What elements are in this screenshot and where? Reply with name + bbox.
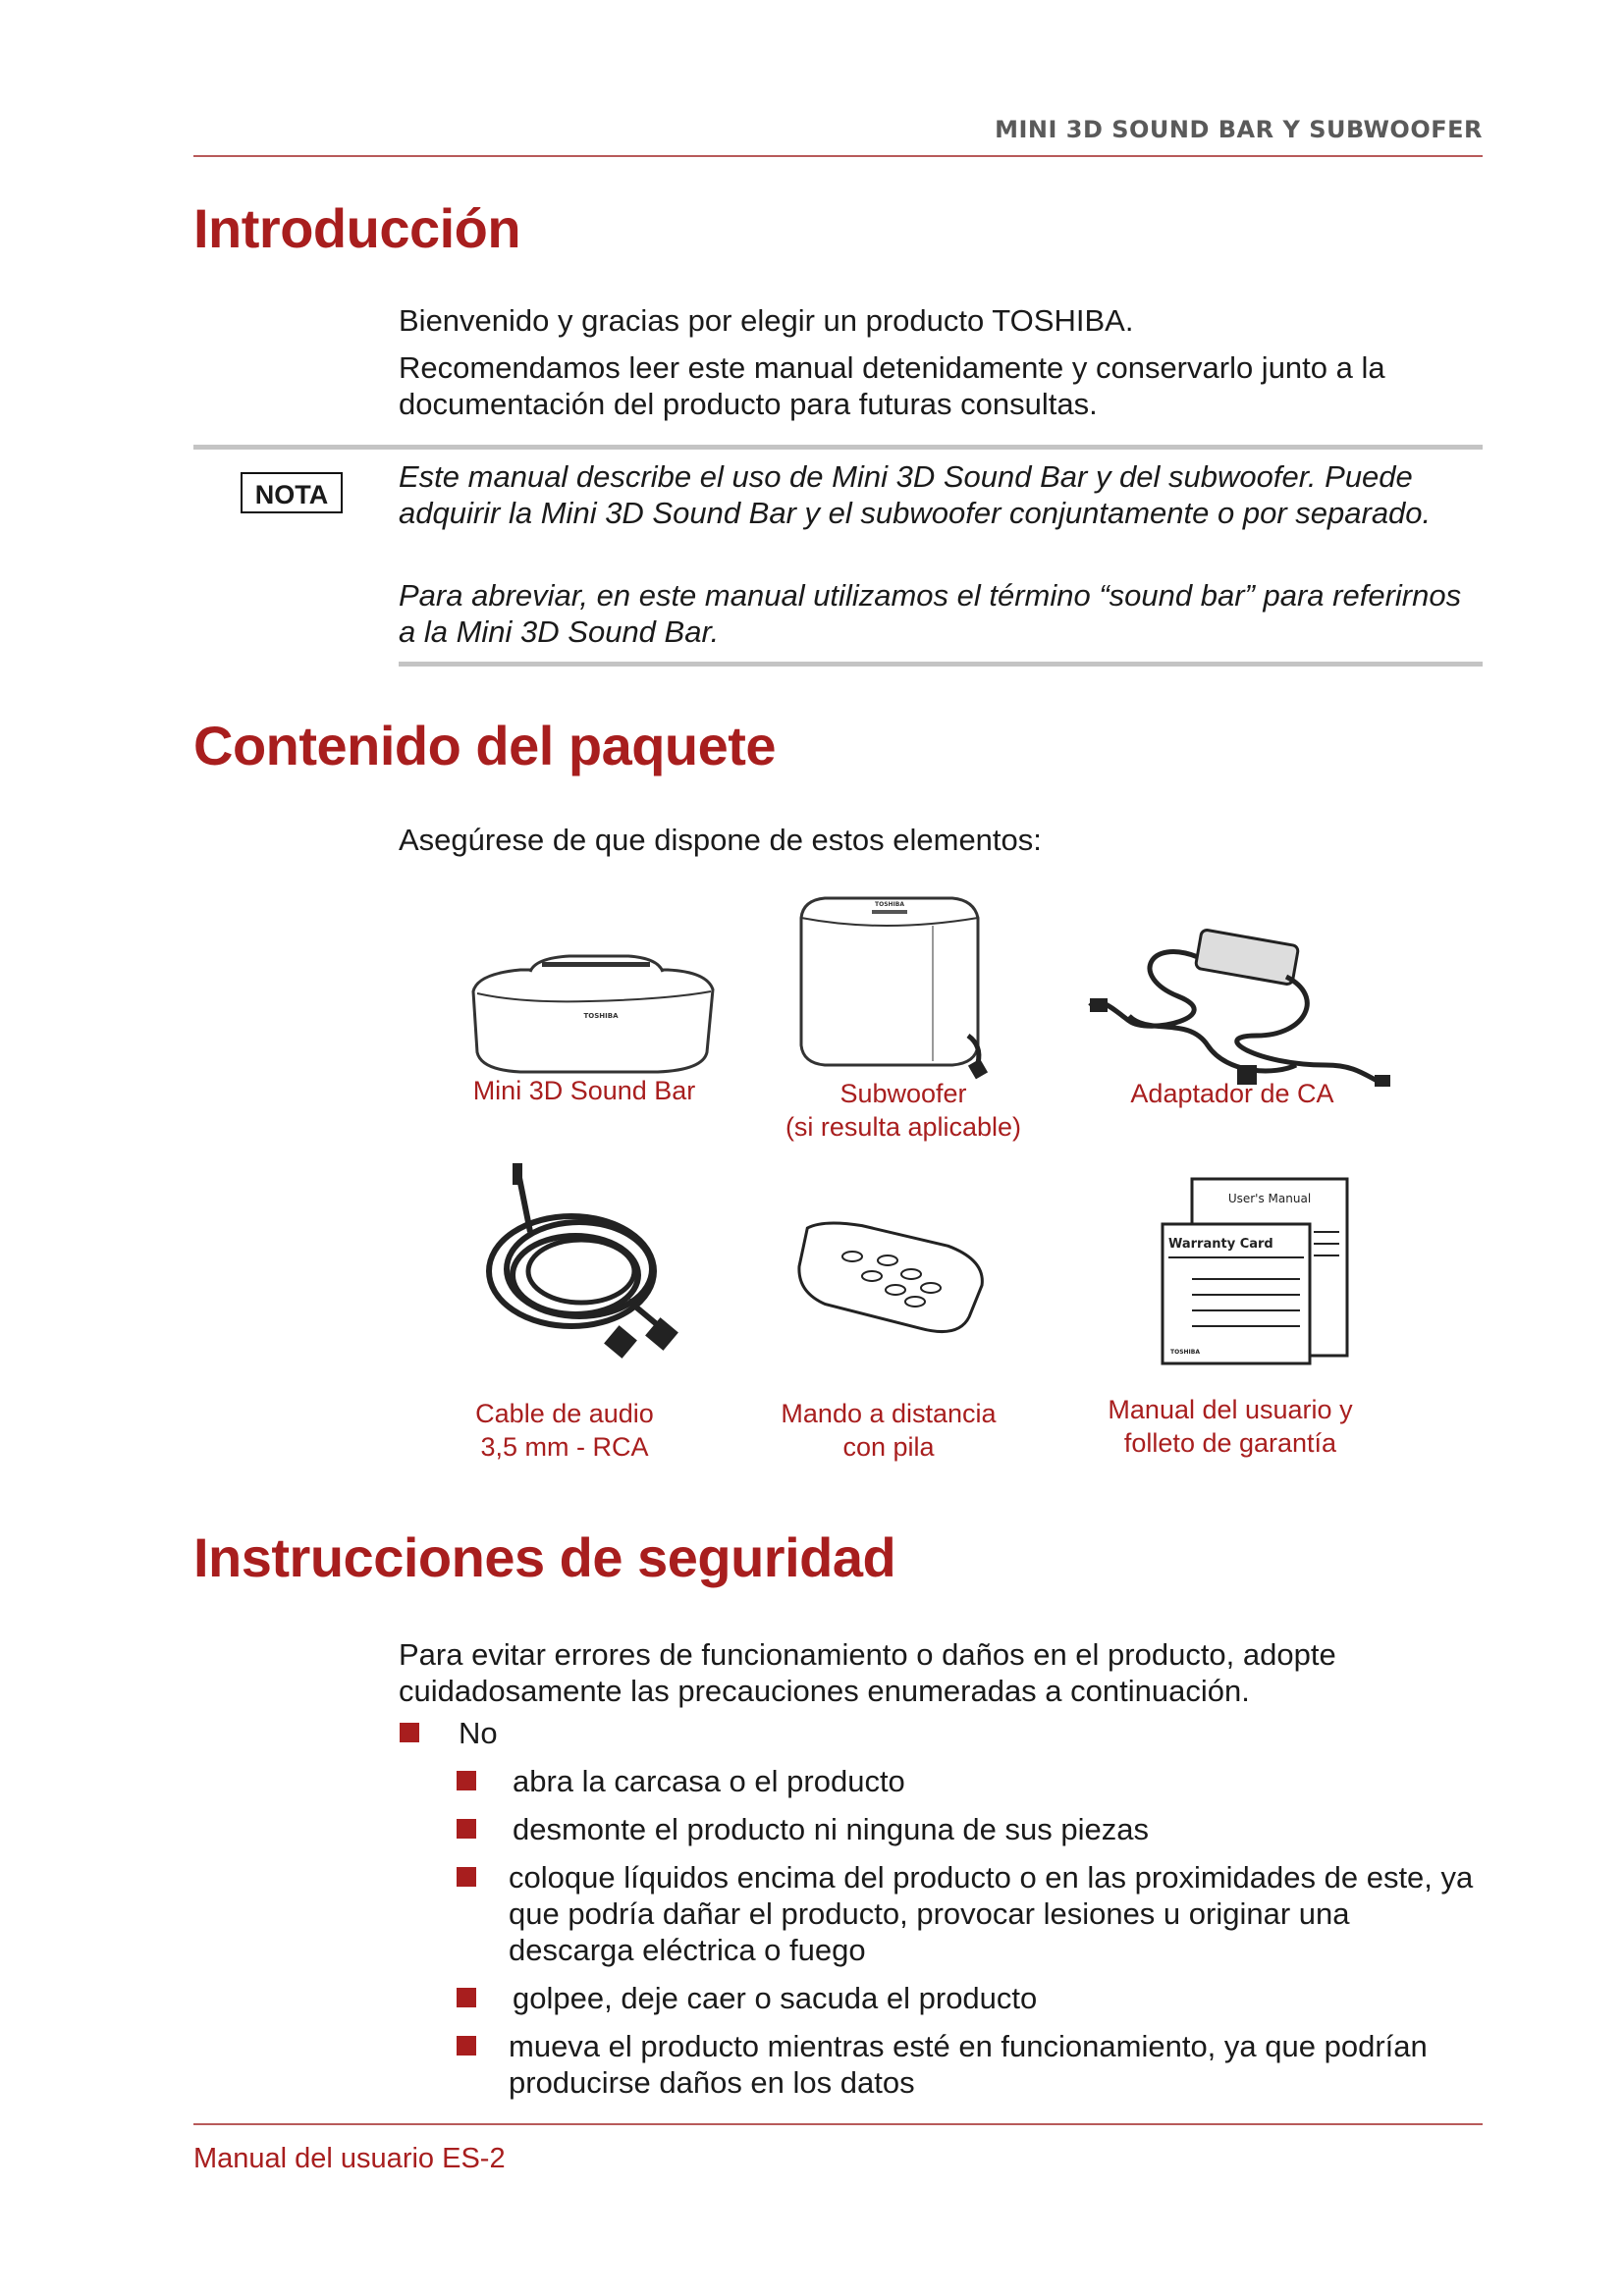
package-item-line1: Subwoofer — [839, 1079, 967, 1108]
package-item-line2: con pila — [842, 1432, 935, 1462]
package-item-remote — [736, 1397, 1041, 1464]
package-item-line2: (si resulta aplicable) — [785, 1112, 1022, 1142]
note-paragraph-1: Este manual describe el uso de Mini 3D Sound Bar y del subwoofer. Puede adquirir la Mini 3D Sound Bar y el subwoofer conjuntamente o por separado. — [399, 459, 1432, 530]
package-item-line2: 3,5 mm - RCA — [480, 1432, 649, 1462]
package-item-line1: Mando a distancia — [781, 1399, 997, 1428]
package-item-line2: folleto de garantía — [1123, 1428, 1337, 1458]
intro-heading: Introducción — [193, 197, 521, 259]
subwoofer-logo: TOSHIBA — [875, 901, 904, 908]
safety-heading: Instrucciones de seguridad — [193, 1526, 896, 1588]
safety-item: coloque líquidos encima del producto o en las proximidades de este, ya que podría dañar el producto, provocar lesiones u originar una descarga eléctrica o fuego — [509, 1860, 1474, 1967]
package-item-subwoofer — [751, 1077, 1056, 1144]
package-item-line1: Adaptador de CA — [1130, 1079, 1334, 1108]
intro-paragraph-2: Recomendamos leer este manual detenidamente y conservarlo junto a la documentación del producto para futuras consultas. — [399, 350, 1385, 421]
safety-intro: Para evitar errores de funcionamiento o daños en el producto, adopte cuidadosamente las precauciones enumeradas a continuación. — [399, 1637, 1336, 1708]
safety-level1: No — [459, 1716, 498, 1750]
bullet-square — [457, 1771, 476, 1790]
package-item-cable — [412, 1397, 717, 1464]
note-top-rule — [193, 445, 1483, 450]
warranty-card-text: Warranty Card — [1168, 1237, 1273, 1252]
safety-item: desmonte el producto ni ninguna de sus piezas — [513, 1812, 1149, 1846]
package-heading: Contenido del paquete — [193, 715, 777, 776]
soundbar-logo: TOSHIBA — [583, 1012, 619, 1020]
bullet-square — [457, 1988, 476, 2007]
running-header: MINI 3D SOUND BAR Y SUBWOOFER — [995, 116, 1483, 143]
audio-cable-illustration — [481, 1163, 697, 1360]
subwoofer-illustration — [785, 888, 1001, 1085]
package-item-line1: Manual del usuario y — [1108, 1395, 1353, 1424]
safety-item: golpee, deje caer o sacuda el producto — [513, 1981, 1038, 2015]
package-intro: Asegúrese de que dispone de estos elementos: — [399, 823, 1042, 857]
bullet-square — [457, 1819, 476, 1839]
ac-adapter-illustration — [1090, 918, 1384, 1095]
package-item-line1: Cable de audio — [475, 1399, 654, 1428]
remote-illustration — [793, 1227, 990, 1335]
soundbar-illustration — [461, 942, 727, 1080]
page-footer: Manual del usuario ES-2 — [193, 2143, 506, 2174]
header-rule — [193, 155, 1483, 157]
package-item-adapter — [1080, 1077, 1384, 1110]
note-label: NOTA — [241, 472, 343, 513]
docs-logo: TOSHIBA — [1170, 1349, 1200, 1356]
note-bottom-rule — [399, 662, 1483, 667]
bullet-square — [457, 1867, 476, 1887]
note-paragraph-2: Para abreviar, en este manual utilizamos el término “sound bar” para referirnos a la Mini 3D Sound Bar. — [399, 578, 1462, 649]
package-item-line1: Mini 3D Sound Bar — [472, 1076, 696, 1105]
package-item-soundbar — [432, 1074, 736, 1107]
documents-illustration — [1157, 1173, 1353, 1369]
bullet-square — [457, 2036, 476, 2056]
safety-item: abra la carcasa o el producto — [513, 1764, 905, 1798]
package-item-documents — [1073, 1393, 1387, 1460]
intro-paragraph-1: Bienvenido y gracias por elegir un producto TOSHIBA. — [399, 303, 1134, 338]
footer-rule — [193, 2123, 1483, 2125]
safety-item: mueva el producto mientras esté en funcionamiento, ya que podrían producirse daños en los datos — [509, 2029, 1428, 2100]
users-manual-text: User's Manual — [1227, 1192, 1312, 1205]
bullet-square — [400, 1723, 419, 1742]
